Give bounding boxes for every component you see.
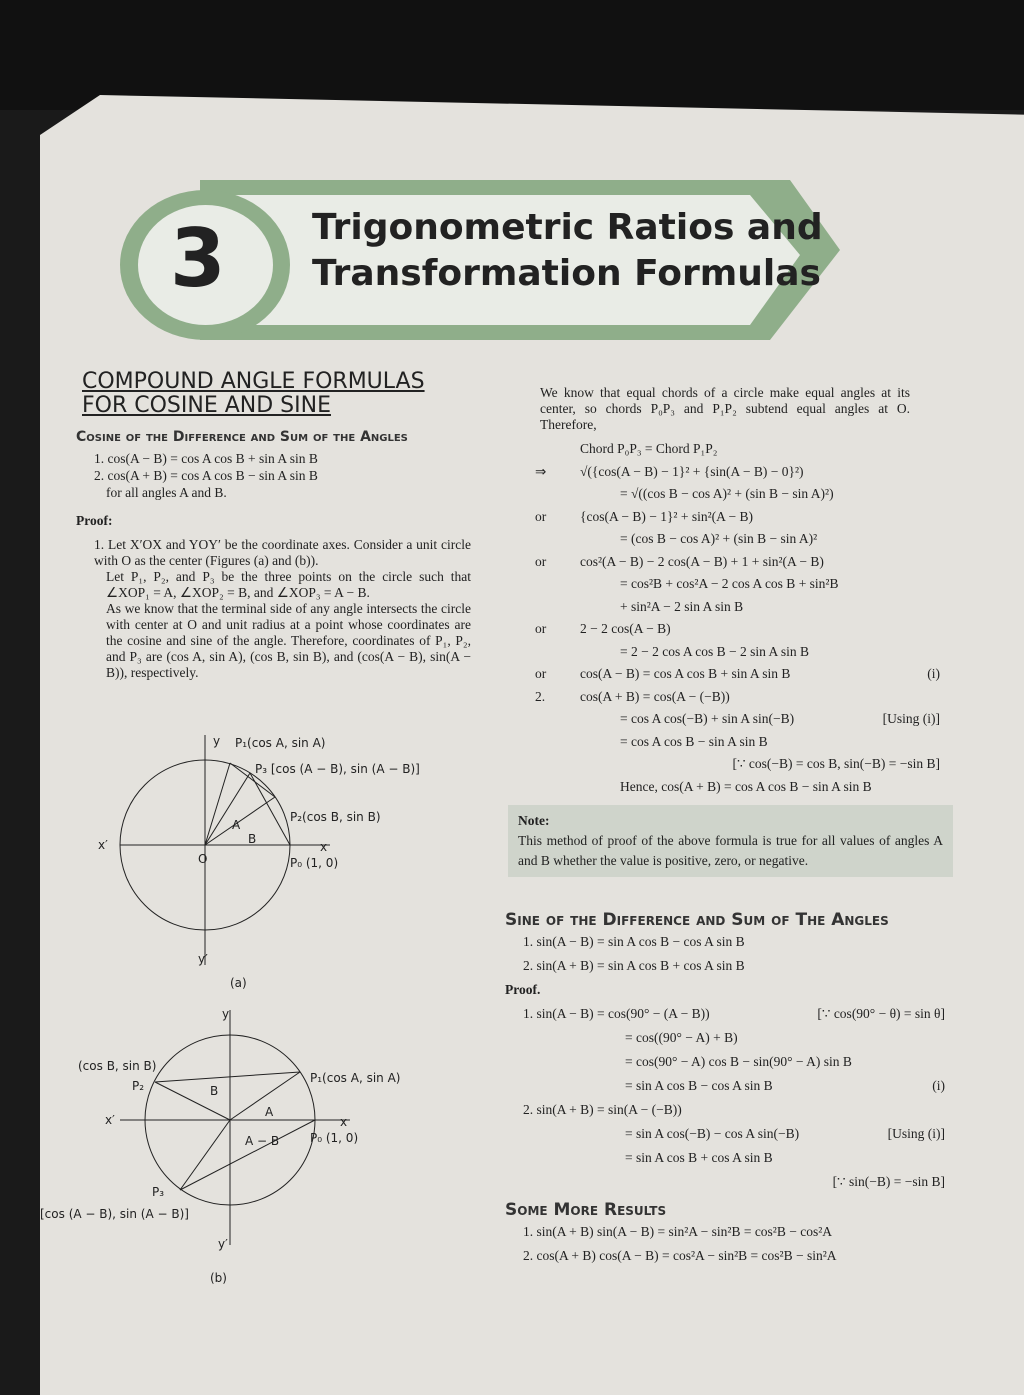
step-equation: = sin A cos(−B) − cos A sin(−B) — [625, 1126, 800, 1141]
chord-p1p2 — [155, 1072, 300, 1082]
step-equation: 2. sin(A + B) = sin(A − (−B)) — [523, 1102, 682, 1117]
proof-step — [535, 776, 940, 799]
step-tag: (i) — [932, 1078, 945, 1093]
sine-proof-step — [505, 1026, 945, 1050]
proof-text-3: As we know that the terminal side of any angle intersects the circle with center at O and unit radius at a point whose coordinates are the cosine and sine of the angle. Therefore, coordinates of P₁, P₂, and P₃ are (cos A, sin A), (cos B, sin B), and (cos(A − B), sin(A − B)), respectively. — [106, 601, 471, 680]
step-equation: = cos A cos(−B) + sin A sin(−B) — [620, 711, 795, 726]
sine-section — [505, 910, 945, 1268]
label-o: O — [198, 852, 208, 866]
note-box — [508, 805, 953, 877]
label-p2-coord: (cos B, sin B) — [78, 1059, 157, 1073]
step-equation: = cos(90° − A) cos B − sin(90° − A) sin B — [625, 1054, 852, 1069]
step-tag: [∵ cos(−B) = cos B, sin(−B) = −sin B] — [732, 756, 940, 771]
step-prefix — [535, 438, 580, 461]
proof-step — [535, 731, 940, 754]
formula-2: 2. cos(A + B) = cos A cos B − sin A sin B — [94, 468, 318, 483]
proof-step — [535, 753, 940, 776]
heading-line-2: FOR COSINE AND SINE — [82, 393, 331, 418]
label-x: x — [320, 840, 328, 854]
step-prefix — [535, 483, 580, 506]
proof-label: Proof: — [76, 513, 113, 528]
radius-p2 — [155, 1082, 230, 1120]
step-tag: (i) — [927, 666, 940, 681]
step-tag: [Using (i)] — [887, 1126, 945, 1141]
step-prefix — [535, 641, 580, 664]
title-line-2: Transformation Formulas — [312, 253, 821, 294]
formula-1: 1. cos(A − B) = cos A cos B + sin A sin B — [94, 451, 318, 466]
label-yprime: y′ — [218, 1237, 228, 1251]
figure-b — [40, 1000, 460, 1290]
label-p2: P₂ — [132, 1079, 145, 1093]
proof-text-2: Let P₁, P₂, and P₃ be the three points on the circle such that ∠XOP₁ = A, ∠XOP₂ = B, and ∠XOP₃ = A − B. — [106, 569, 471, 600]
step-tag: [∵ sin(−B) = −sin B] — [832, 1174, 945, 1189]
radius-p1 — [205, 763, 230, 845]
proof-step — [535, 461, 940, 484]
label-yprime: y′ — [198, 952, 208, 966]
background — [0, 0, 1024, 110]
step-equation: {cos(A − B) − 1}² + sin²(A − B) — [580, 508, 754, 524]
proof-step — [535, 438, 940, 461]
label-b: B — [210, 1084, 219, 1098]
step-equation — [580, 753, 620, 776]
proof-step — [535, 641, 940, 664]
chord-p0p3 — [180, 1120, 315, 1190]
caption-b: (b) — [210, 1271, 227, 1285]
subheading-sine: Sine of the Difference and Sum of The Angles — [505, 910, 889, 930]
step-prefix — [535, 708, 580, 731]
figure-a — [80, 725, 420, 995]
sine-proof-step — [505, 1122, 945, 1146]
step-prefix: or — [535, 508, 547, 524]
step-equation: = 2 − 2 cos A cos B − 2 sin A sin B — [620, 643, 809, 659]
sine-proof-label: Proof. — [505, 982, 541, 997]
sine-proof-step — [505, 1074, 945, 1098]
label-a-minus-b: A − B — [245, 1134, 280, 1148]
sine-proof-step — [505, 1170, 945, 1194]
note-text: This method of proof of the above formula is true for all values of angles A and B whether the value is positive, zero, or negative. — [518, 833, 943, 868]
step-equation: Chord P₀P₃ = Chord P₁P₂ — [580, 441, 718, 456]
label-p2: P₂(cos B, sin B) — [290, 810, 381, 824]
proof-step — [535, 708, 940, 731]
label-y: y — [222, 1007, 230, 1021]
step-prefix: 2. — [535, 688, 546, 704]
sine-formula-2: 2. sin(A + B) = sin A cos B + cos A sin B — [523, 958, 745, 973]
formula-note: for all angles A and B. — [106, 485, 227, 500]
step-equation: cos(A − B) = cos A cos B + sin A sin B — [580, 666, 791, 681]
step-equation: = sin A cos B + cos A sin B — [625, 1150, 773, 1165]
title-line-1: Trigonometric Ratios and — [312, 207, 823, 248]
note-label: Note: — [518, 813, 550, 828]
step-prefix — [535, 596, 580, 619]
step-equation: Hence, cos(A + B) = cos A cos B − sin A sin B — [620, 778, 872, 794]
proof-step — [535, 528, 940, 551]
step-equation — [505, 1170, 625, 1194]
subheading-cosine: Cosine of the Difference and Sum of the Angles — [76, 429, 408, 445]
step-equation: 2 − 2 cos(A − B) — [580, 621, 671, 636]
cosine-proof-steps — [535, 438, 940, 798]
left-column — [76, 428, 471, 681]
more-result-1: 1. sin(A + B) sin(A − B) = sin²A − sin²B = cos²B − cos²A — [523, 1224, 833, 1239]
proof-step — [535, 618, 940, 641]
heading-line-1: COMPOUND ANGLE FORMULAS — [82, 369, 425, 394]
step-equation: cos(A + B) = cos(A − (−B)) — [580, 688, 730, 704]
proof-step — [535, 573, 940, 596]
step-prefix: or — [535, 553, 547, 569]
step-prefix — [535, 573, 580, 596]
section-heading — [82, 370, 425, 418]
step-equation: = cos²B + cos²A − 2 cos A cos B + sin²B — [620, 576, 839, 591]
step-prefix: or — [535, 621, 547, 636]
chapter-number: 3 — [170, 212, 226, 305]
step-equation: = (cos B − cos A)² + (sin B − sin A)² — [620, 531, 818, 546]
more-result-2: 2. cos(A + B) cos(A − B) = cos²A − sin²B = cos²B − sin²A — [523, 1248, 837, 1263]
subheading-more-results: Some More Results — [505, 1200, 667, 1220]
label-p3: P₃ [cos (A − B), sin (A − B)] — [255, 762, 420, 776]
sine-formula-1: 1. sin(A − B) = sin A cos B − cos A sin B — [523, 934, 745, 949]
intro-text: We know that equal chords of a circle make equal angles at its center, so chords P₀P₃ and P₁P₂ subtend equal angles at O. Therefore, — [540, 385, 910, 432]
radius-p3 — [180, 1120, 230, 1190]
step-equation: = √((cos B − cos A)² + (sin B − sin A)²) — [620, 486, 834, 501]
step-prefix: ⇒ — [535, 463, 547, 479]
label-p3: P₃ — [152, 1185, 165, 1199]
step-equation: 1. sin(A − B) = cos(90° − (A − B)) — [523, 1006, 710, 1021]
sine-proof-step — [505, 1002, 945, 1026]
label-p3-coord: [cos (A − B), sin (A − B)] — [40, 1207, 189, 1221]
proof-step — [535, 551, 940, 574]
proof-step — [535, 506, 940, 529]
label-xprime: x′ — [98, 838, 108, 852]
step-equation: = sin A cos B − cos A sin B — [625, 1078, 773, 1093]
label-x: x — [340, 1115, 348, 1129]
step-prefix — [535, 753, 580, 776]
step-tag: [Using (i)] — [882, 711, 940, 726]
sine-proof-step — [505, 1146, 945, 1170]
proof-step — [535, 483, 940, 506]
proof-step — [535, 663, 940, 686]
step-equation: √({cos(A − B) − 1}² + {sin(A − B) − 0}²) — [580, 463, 804, 479]
proof-text-1: 1. Let X′OX and YOY′ be the coordinate axes. Consider a unit circle with O as the center (Figures (a) and (b)). — [94, 537, 471, 568]
label-y: y — [213, 734, 221, 748]
proof-step — [535, 596, 940, 619]
step-equation: + sin²A − 2 sin A sin B — [620, 598, 744, 614]
proof-step — [535, 686, 940, 709]
radius-p3 — [205, 773, 250, 845]
step-prefix — [535, 528, 580, 551]
step-equation: cos²(A − B) − 2 cos(A − B) + 1 + sin²(A − B) — [580, 553, 824, 569]
label-xprime: x′ — [105, 1113, 115, 1127]
step-prefix: or — [535, 666, 547, 681]
step-prefix — [535, 776, 580, 799]
label-p1: P₁(cos A, sin A) — [310, 1071, 401, 1085]
sine-proof-step — [505, 1050, 945, 1074]
step-equation: = cos A cos B − sin A sin B — [620, 733, 768, 749]
step-prefix — [535, 731, 580, 754]
sine-proof-step — [505, 1098, 945, 1122]
chapter-title — [312, 205, 823, 297]
label-p0: P₀ (1, 0) — [290, 856, 339, 870]
label-a: A — [232, 818, 241, 832]
step-equation: = cos((90° − A) + B) — [625, 1030, 738, 1045]
step-tag: [∵ cos(90° − θ) = sin θ] — [817, 1006, 945, 1021]
label-a: A — [265, 1105, 274, 1119]
sine-proof-steps — [505, 1002, 945, 1194]
caption-a: (a) — [230, 976, 247, 990]
label-p0: P₀ (1, 0) — [310, 1131, 359, 1145]
label-p1: P₁(cos A, sin A) — [235, 736, 326, 750]
label-b: B — [248, 832, 257, 846]
